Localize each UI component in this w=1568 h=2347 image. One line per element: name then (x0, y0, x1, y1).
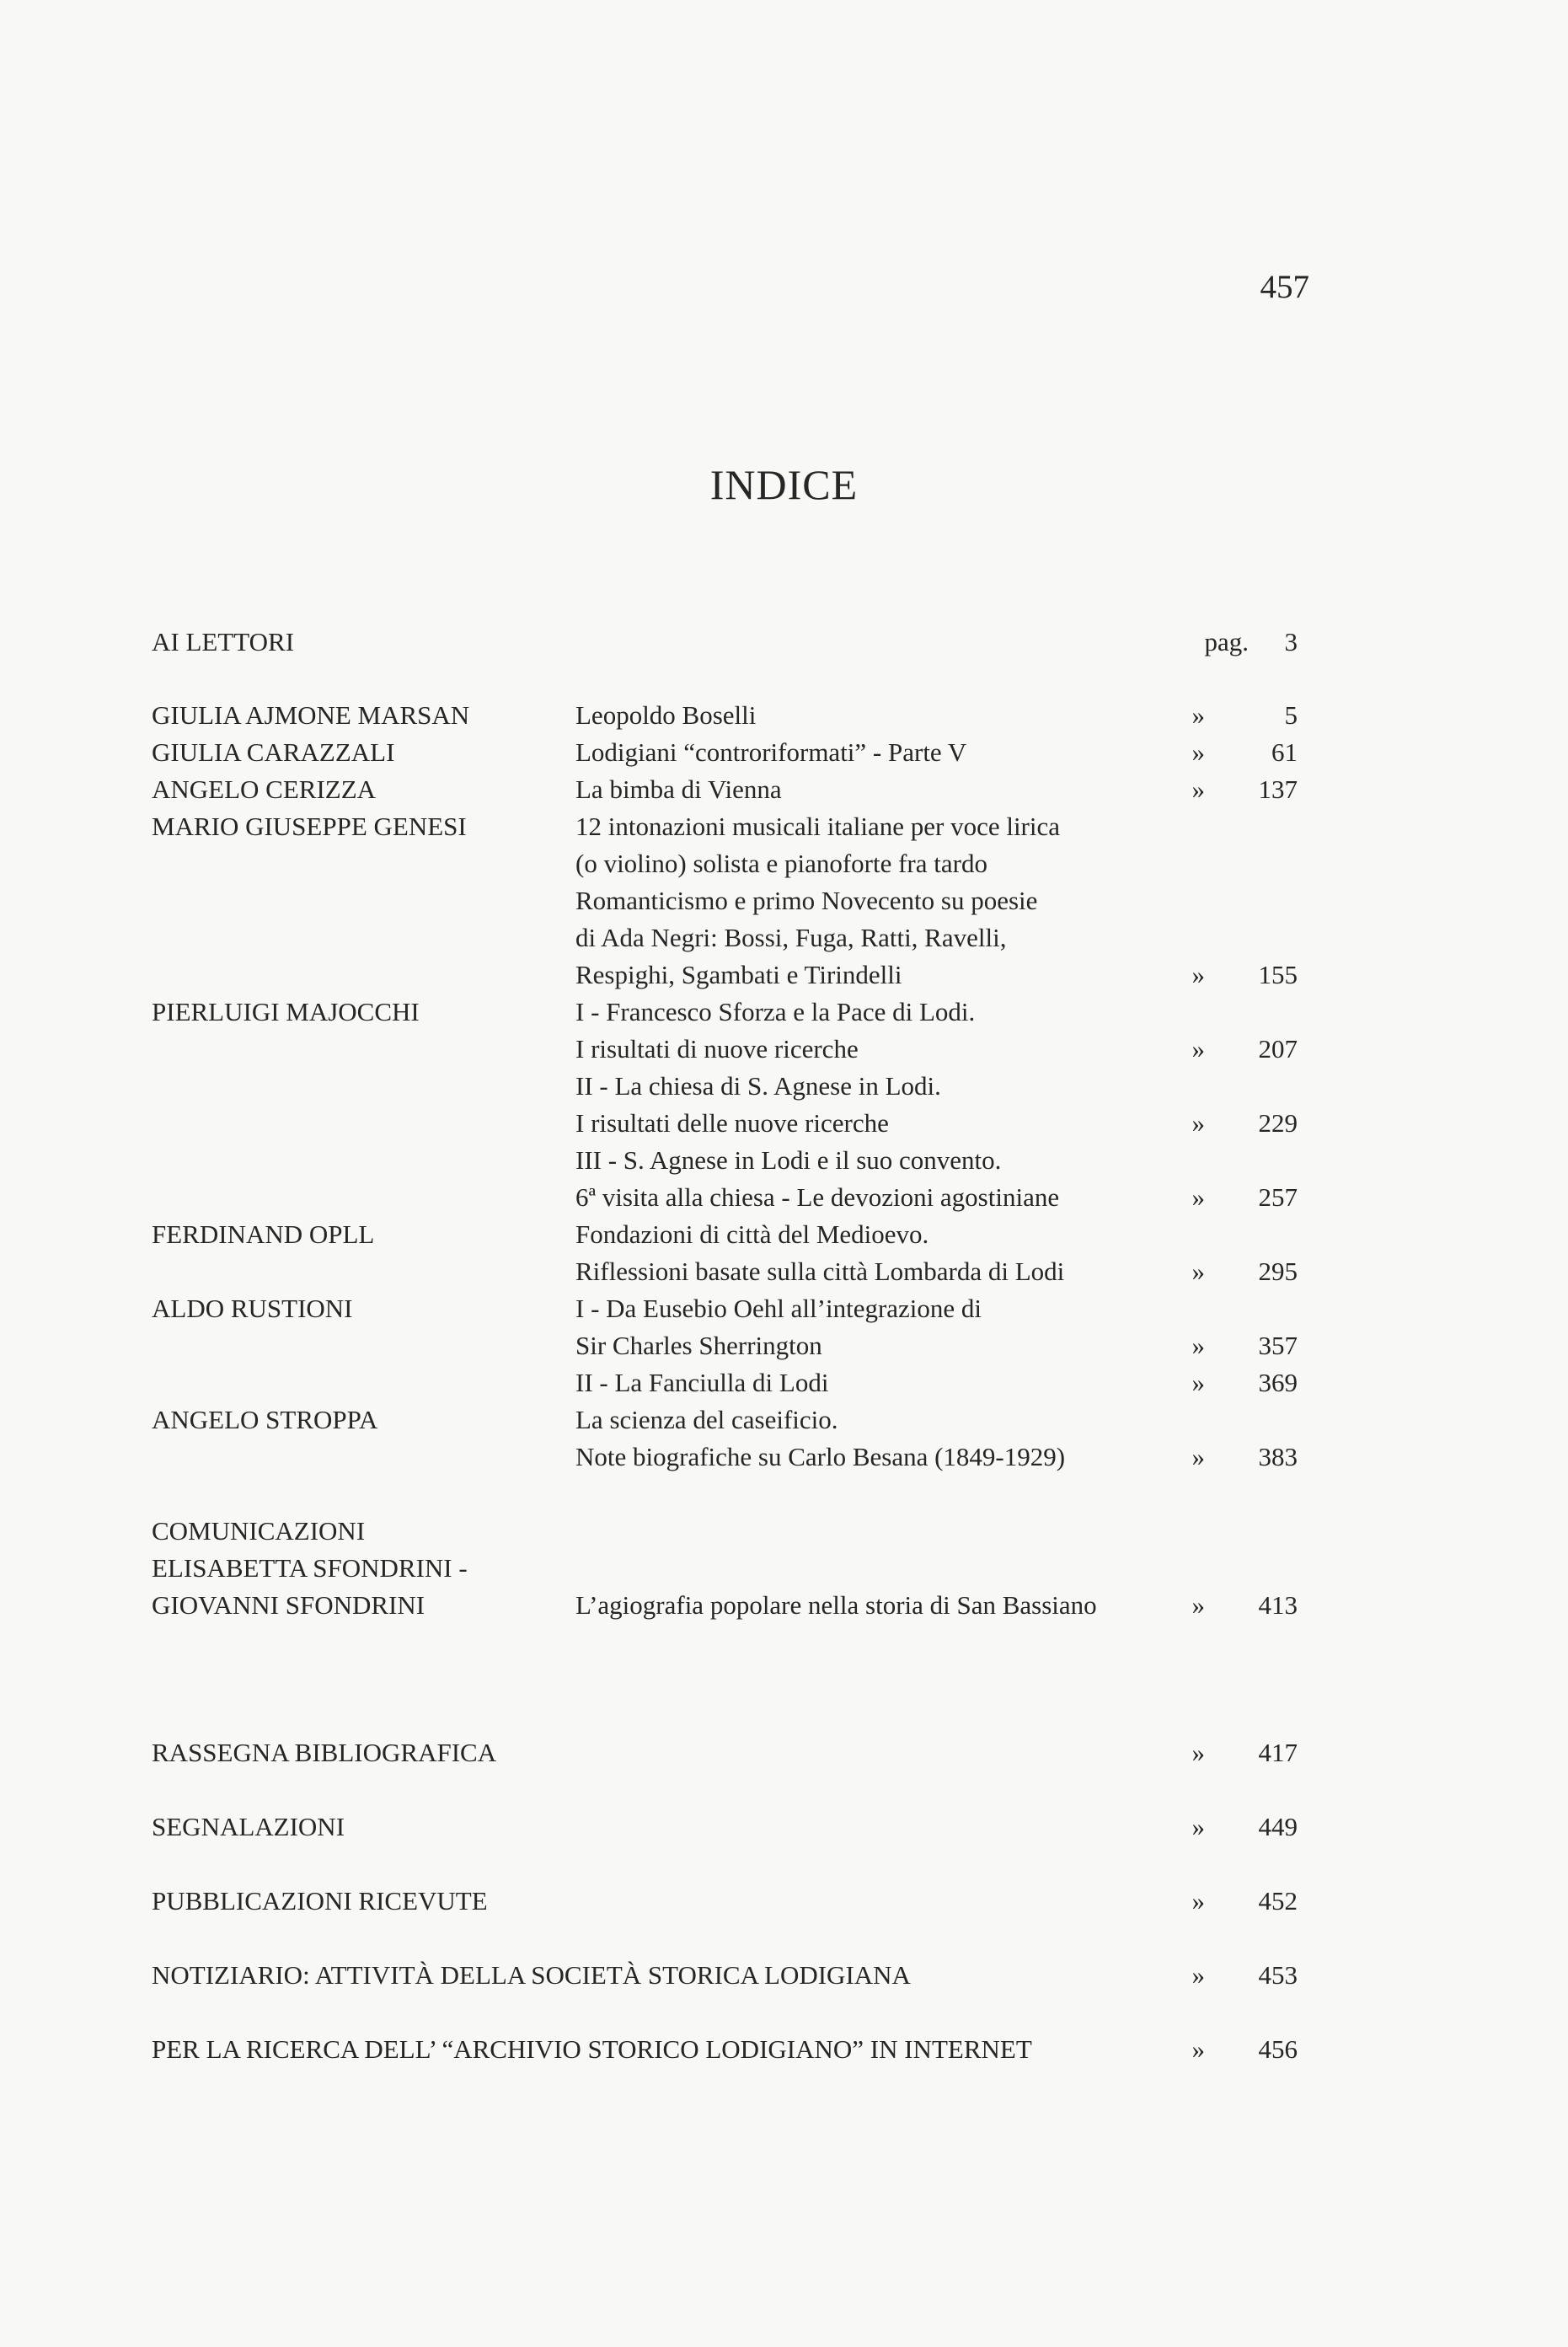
entry-title: Romanticismo e primo Novecento su poesie (575, 886, 1038, 915)
page-ref: 449 (1258, 1812, 1298, 1841)
author-name: FERDINAND OPLL (152, 1219, 375, 1249)
page-ref: 456 (1258, 2034, 1298, 2064)
ditto-mark: » (1191, 1368, 1205, 1397)
section-label: RASSEGNA BIBLIOGRAFICA (152, 1738, 497, 1767)
ditto-mark: » (1191, 1442, 1205, 1471)
author-name: ALDO RUSTIONI (152, 1294, 353, 1323)
page-ref: 383 (1258, 1442, 1298, 1471)
page-ref: 295 (1258, 1257, 1298, 1286)
entry-title: Leopoldo Boselli (575, 700, 757, 730)
ditto-mark: » (1191, 1034, 1205, 1064)
toc-entries (152, 697, 1298, 1624)
entry-title: Fondazioni di città del Medioevo. (575, 1219, 929, 1249)
entry-title: La scienza del caseificio. (575, 1405, 838, 1434)
page-ref: 207 (1258, 1034, 1298, 1064)
toc-row (152, 1179, 1298, 1216)
page-title: INDICE (709, 461, 859, 508)
toc-row (152, 697, 1298, 734)
toc-row (152, 1476, 1298, 1513)
toc-row (152, 919, 1298, 956)
section-label: NOTIZIARIO: ATTIVITÀ DELLA SOCIETÀ STORICA LODIGIANA (152, 1960, 911, 1990)
entry-title: II - La Fanciulla di Lodi (575, 1368, 829, 1397)
toc-row (152, 1031, 1298, 1068)
pag-label: pag. (1204, 627, 1249, 656)
entry-title: III - S. Agnese in Lodi e il suo convento. (575, 1145, 1002, 1175)
author-name: MARIO GIUSEPPE GENESI (152, 812, 467, 841)
toc-row (152, 808, 1298, 845)
toc-row (152, 1401, 1298, 1439)
section-row (152, 1957, 1298, 1994)
entry-title: L’agiografia popolare nella storia di San Bassiano (575, 1590, 1097, 1620)
table-of-contents (152, 624, 1298, 2105)
ditto-mark: » (1191, 700, 1205, 730)
entry-title: 6ª visita alla chiesa - Le devozioni agostiniane (575, 1182, 1060, 1212)
author-name: COMUNICAZIONI (152, 1516, 366, 1546)
author-name: ANGELO CERIZZA (152, 774, 377, 804)
page-number: 457 (1260, 269, 1309, 305)
page-ref: 257 (1258, 1182, 1298, 1212)
page-ref: 155 (1258, 960, 1298, 989)
section-label: PER LA RICERCA DELL’ “ARCHIVIO STORICO LODIGIANO” IN INTERNET (152, 2034, 1032, 2064)
toc-row (152, 1587, 1298, 1624)
entry-title: La bimba di Vienna (575, 774, 782, 804)
toc-row (152, 882, 1298, 919)
entry-title: 12 intonazioni musicali italiane per voce lirica (575, 812, 1061, 841)
toc-row (152, 1327, 1298, 1364)
author-name: ANGELO STROPPA (152, 1405, 378, 1434)
section-label: PUBBLICAZIONI RICEVUTE (152, 1886, 488, 1916)
entry-title: (o violino) solista e pianoforte fra tardo (575, 849, 987, 878)
page-ref: 369 (1258, 1368, 1298, 1397)
toc-row (152, 994, 1298, 1031)
toc-row (152, 771, 1298, 808)
entry-title: I risultati di nuove ricerche (575, 1034, 859, 1064)
page-ref: 3 (1284, 627, 1298, 656)
page-ref: 452 (1258, 1886, 1298, 1916)
entry-title: II - La chiesa di S. Agnese in Lodi. (575, 1071, 941, 1101)
ditto-mark: » (1191, 737, 1205, 767)
page-ref: 417 (1258, 1738, 1298, 1767)
ditto-mark: » (1191, 1960, 1205, 1990)
page-ref: 453 (1258, 1960, 1298, 1990)
author-name: ELISABETTA SFONDRINI - (152, 1553, 468, 1583)
toc-row (152, 1142, 1298, 1179)
entry-title: Respighi, Sgambati e Tirindelli (575, 960, 902, 989)
section-row (152, 1883, 1298, 1920)
author-name: GIULIA AJMONE MARSAN (152, 700, 470, 730)
toc-row (152, 734, 1298, 771)
toc-row (152, 1068, 1298, 1105)
entry-title: di Ada Negri: Bossi, Fuga, Ratti, Ravelli, (575, 923, 1007, 952)
toc-row (152, 1439, 1298, 1476)
toc-sections (152, 1734, 1298, 2068)
toc-row (152, 1216, 1298, 1253)
entry-title: Lodigiani “controriformati” - Parte V (575, 737, 967, 767)
entry-title: I - Da Eusebio Oehl all’integrazione di (575, 1294, 982, 1323)
section-row (152, 1808, 1298, 1846)
ditto-mark: » (1191, 1182, 1205, 1212)
author-name: GIULIA CARAZZALI (152, 737, 395, 767)
ditto-mark: » (1191, 1812, 1205, 1841)
page-ref: 229 (1258, 1108, 1298, 1138)
page-ref: 5 (1284, 700, 1298, 730)
ai-lettori-label: AI LETTORI (152, 627, 295, 656)
entry-title: Sir Charles Sherrington (575, 1331, 822, 1360)
toc-row (152, 1513, 1298, 1550)
toc-row (152, 845, 1298, 882)
ditto-mark: » (1191, 1108, 1205, 1138)
section-row (152, 2031, 1298, 2068)
entry-title: I risultati delle nuove ricerche (575, 1108, 889, 1138)
entry-title: Riflessioni basate sulla città Lombarda di Lodi (575, 1257, 1065, 1286)
ditto-mark: » (1191, 1590, 1205, 1620)
ditto-mark: » (1191, 960, 1205, 989)
toc-row (152, 1550, 1298, 1587)
author-name: GIOVANNI SFONDRINI (152, 1590, 425, 1620)
entry-title: I - Francesco Sforza e la Pace di Lodi. (575, 997, 976, 1026)
entry-title: Note biografiche su Carlo Besana (1849-1929) (575, 1442, 1066, 1471)
page-ref: 61 (1271, 737, 1298, 767)
ditto-mark: » (1191, 774, 1205, 804)
toc-row (152, 1253, 1298, 1290)
ditto-mark: » (1191, 2034, 1205, 2064)
toc-row (152, 956, 1298, 994)
page-ref: 357 (1258, 1331, 1298, 1360)
toc-row (152, 1364, 1298, 1401)
page-ref: 413 (1258, 1590, 1298, 1620)
ditto-mark: » (1191, 1738, 1205, 1767)
toc-row (152, 1290, 1298, 1327)
ditto-mark: » (1191, 1331, 1205, 1360)
section-row (152, 1734, 1298, 1771)
section-label: SEGNALAZIONI (152, 1812, 345, 1841)
ditto-mark: » (1191, 1257, 1205, 1286)
ditto-mark: » (1191, 1886, 1205, 1916)
author-name: PIERLUIGI MAJOCCHI (152, 997, 420, 1026)
ai-lettori-row (152, 624, 1298, 661)
page-ref: 137 (1258, 774, 1298, 804)
toc-row (152, 1105, 1298, 1142)
